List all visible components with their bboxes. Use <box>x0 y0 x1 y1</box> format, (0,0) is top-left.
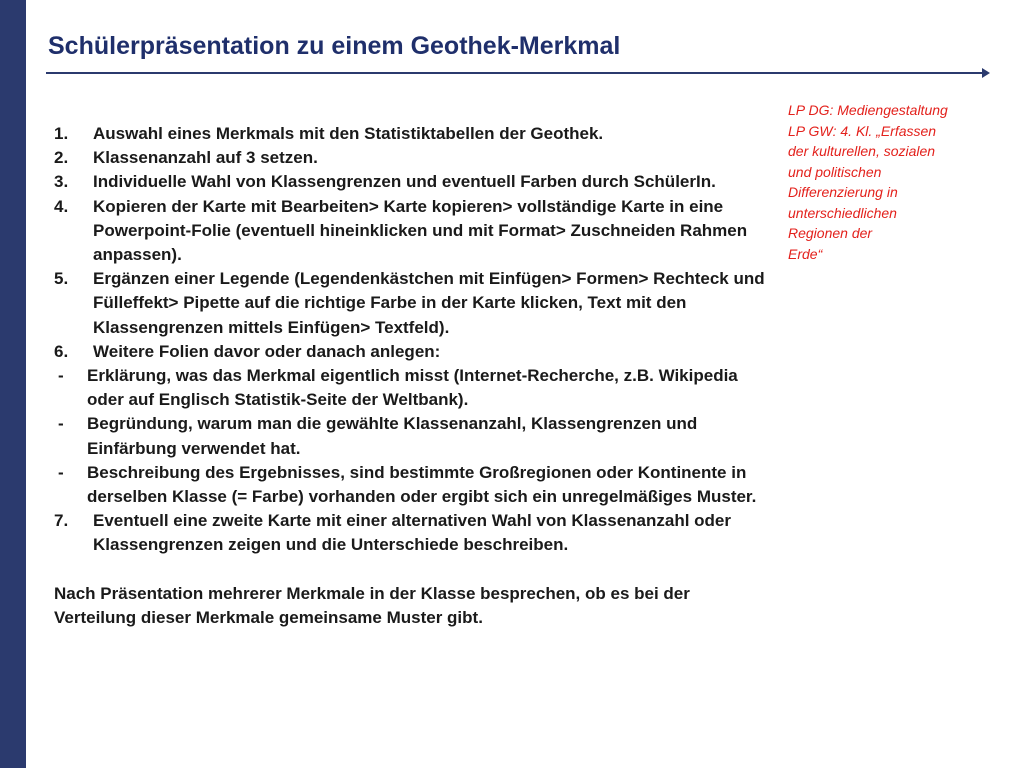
step-text: Klassenanzahl auf 3 setzen. <box>93 148 318 168</box>
step-marker: 7. <box>54 511 69 531</box>
step-text: Auswahl eines Merkmals mit den Statistiktabellen der Geothek. <box>93 124 604 143</box>
step-marker: 3. <box>54 172 69 192</box>
curriculum-note-line: Differenzierung in <box>788 184 898 200</box>
step-marker: 4. <box>54 196 69 216</box>
sub-step-text: Erklärung, was das Merkmal eigentlich misst (Internet-Recherche, z.B. Wikipedia oder auf Englisch Statistik-Seite der Weltbank). <box>87 366 738 410</box>
step-item <box>54 509 774 557</box>
sub-step-text: Beschreibung des Ergebnisses, sind bestimmte Großregionen oder Kontinente in derselben Klasse (= Farbe) vorhanden oder ergibt sich ein unregelmäßiges Muster. <box>87 462 757 507</box>
step-item <box>54 122 774 146</box>
curriculum-note-line: und politischen <box>788 163 882 180</box>
step-text: Kopieren der Karte mit Bearbeiten> Karte kopieren> vollständige Karte in eine Powerpoint-Folie (eventuell hineinklicken und mit Format> Zuschneiden Rahmen anpassen). <box>93 196 748 265</box>
step-text: Individuelle Wahl von Klassengrenzen und eventuell Farben durch SchülerIn. <box>93 172 716 192</box>
title-underline-arrowhead <box>982 68 990 78</box>
paragraph-spacer <box>54 558 774 582</box>
step-text: Eventuell eine zweite Karte mit einer alternativen Wahl von Klassenanzahl oder Klassengrenzen zeigen und die Unterschiede beschreiben. <box>93 511 732 555</box>
curriculum-note-line: LP GW: 4. Kl. „Erfassen <box>788 122 937 139</box>
step-item <box>54 340 774 364</box>
sub-step-marker: - <box>58 414 64 434</box>
step-marker: 6. <box>54 341 69 361</box>
slide-title: Schülerpräsentation zu einem Geothek-Merkmal <box>48 32 621 60</box>
slide-left-accent-bar <box>0 0 26 768</box>
sub-step-item <box>54 461 774 509</box>
curriculum-note-line: LP DG: Mediengestaltung <box>788 102 948 118</box>
conclusion-text: Nach Präsentation mehrerer Merkmale in der Klasse besprechen, ob es bei der Verteilung dieser Merkmale gemeinsame Muster gibt. <box>54 583 690 627</box>
sub-step-item <box>54 364 774 412</box>
step-text: Weitere Folien davor oder danach anlegen: <box>93 341 441 361</box>
sub-step-marker: - <box>58 366 64 386</box>
title-underline <box>46 72 984 74</box>
step-item <box>54 267 774 340</box>
curriculum-note-line: unterschiedlichen <box>788 204 897 221</box>
step-marker: 1. <box>54 124 69 143</box>
sub-step-marker: - <box>58 462 64 482</box>
curriculum-note-line: Erde“ <box>788 245 823 262</box>
step-marker: 5. <box>54 269 69 289</box>
step-marker: 2. <box>54 148 69 168</box>
step-item <box>54 170 774 194</box>
step-text: Ergänzen einer Legende (Legendenkästchen mit Einfügen> Formen> Rechteck und Fülleffekt> Pipette auf die richtige Farbe in der Karte klicken, Text mit den Klassengrenzen mittels Einfügen> Textfeld). <box>93 269 765 337</box>
sub-step-item <box>54 412 774 460</box>
sub-step-text: Begründung, warum man die gewählte Klassenanzahl, Klassengrenzen und Einfärbung verwendet hat. <box>87 414 698 458</box>
curriculum-note-line: der kulturellen, sozialen <box>788 143 936 159</box>
curriculum-note-line: Regionen der <box>788 225 873 241</box>
step-item <box>54 195 774 268</box>
step-item <box>54 146 774 170</box>
instructions-body <box>54 122 774 630</box>
curriculum-note <box>788 100 998 264</box>
